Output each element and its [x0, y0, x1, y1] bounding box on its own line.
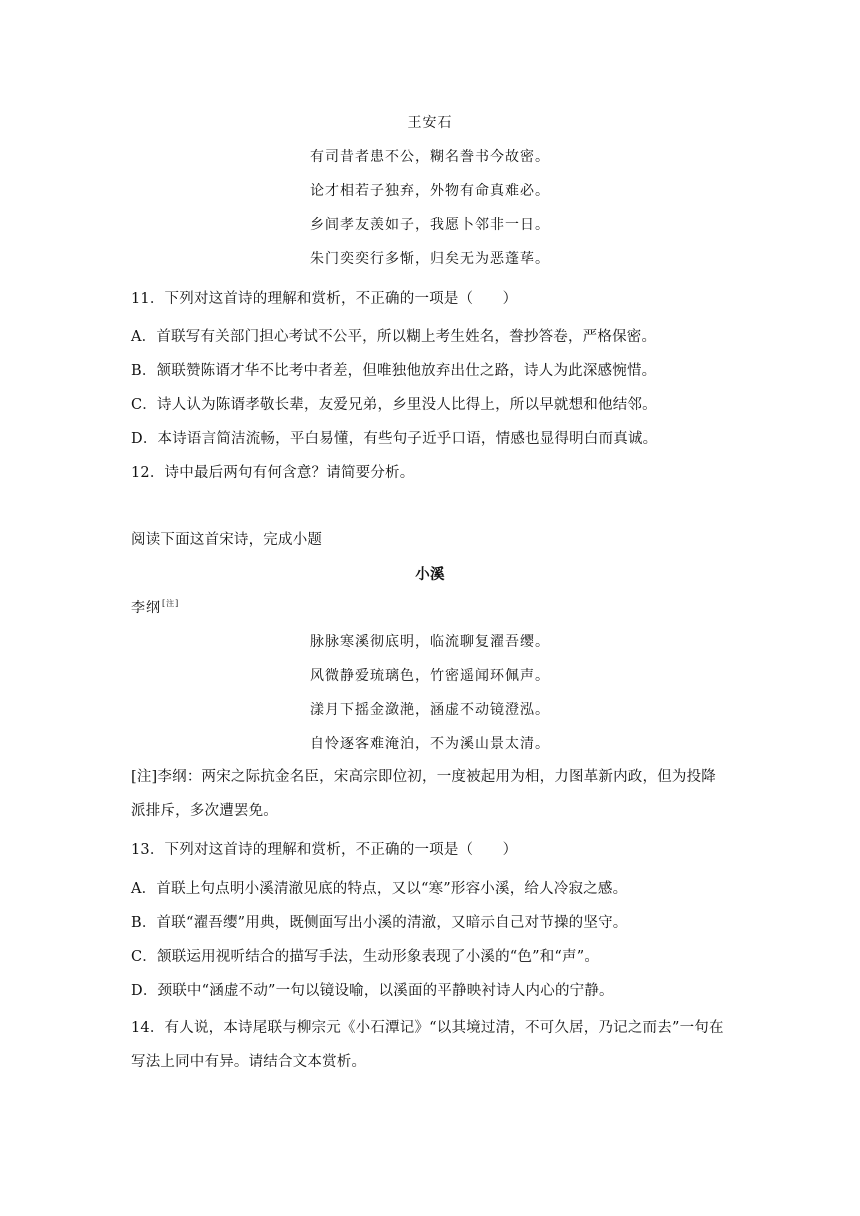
poem1-line-1: 有司昔者患不公，糊名誊书今故密。 — [310, 149, 550, 165]
q11-option-b: B．颔联赞陈谞才华不比考中者差，但唯独他放弃出仕之路，诗人为此深感惋惜。 — [131, 363, 657, 379]
poem1-line-4: 朱门奕奕行多惭，归矣无为恶蓬荜。 — [310, 251, 550, 267]
poem2-line-4: 自怜逐客难淹泊，不为溪山景太清。 — [310, 736, 550, 752]
q11-option-c: C．诗人认为陈谞孝敬长辈，友爱兄弟，乡里没人比得上，所以早就想和他结邻。 — [131, 397, 657, 413]
q11-option-d: D．本诗语言简洁流畅，平白易懂，有些句子近乎口语，情感也显得明白而真诚。 — [131, 431, 658, 447]
poem1-line-2: 论才相若子独弃，外物有命真难必。 — [310, 183, 550, 199]
q11-option-a: A．首联写有关部门担心考试不公平，所以糊上考生姓名，誊抄答卷，严格保密。 — [131, 329, 657, 345]
q14-line-1: 14．有人说，本诗尾联与柳宗元《小石潭记》“以其境过清，不可久居，乃记之而去”一句在 — [131, 1020, 724, 1036]
q11-stem: 11．下列对这首诗的理解和赏析，不正确的一项是（ ） — [131, 291, 518, 307]
poem2-author: 李纲 — [131, 600, 161, 616]
poem1-author: 王安石 — [407, 115, 453, 131]
poem2-author-note: [注] — [162, 599, 180, 609]
poem2-line-2: 风微静爱琉璃色，竹密遥闻环佩声。 — [310, 668, 550, 684]
poem2-note-line-1: [注]李纲：两宋之际抗金名臣，宋高宗即位初，一度被起用为相，力图革新内政，但为投降 — [131, 769, 717, 785]
poem2-line-3: 漾月下摇金潋滟，涵虚不动镜澄泓。 — [310, 702, 550, 718]
section-intro: 阅读下面这首宋诗，完成小题 — [131, 532, 323, 548]
q13-option-a: A．首联上句点明小溪清澈见底的特点，又以“寒”形容小溪，给人冷寂之感。 — [131, 881, 628, 897]
poem1-line-3: 乡闾孝友羡如子，我愿卜邻非一日。 — [310, 217, 550, 233]
poem2-line-1: 脉脉寒溪彻底明，临流聊复濯吾缨。 — [310, 634, 550, 650]
q12-stem: 12．诗中最后两句有何含意？请简要分析。 — [131, 465, 415, 481]
q14-line-2: 写法上同中有异。请结合文本赏析。 — [131, 1054, 367, 1070]
q13-stem: 13．下列对这首诗的理解和赏析，不正确的一项是（ ） — [131, 842, 518, 858]
poem2-title: 小溪 — [415, 566, 445, 583]
q13-option-b: B．首联“濯吾缨”用典，既侧面写出小溪的清澈，又暗示自己对节操的坚守。 — [131, 915, 628, 931]
q13-option-d: D．颈联中“涵虚不动”一句以镜设喻，以溪面的平静映衬诗人内心的宁静。 — [131, 983, 614, 999]
poem2-author-block — [131, 597, 179, 617]
poem2-note-line-2: 派排斥，多次遭罢免。 — [131, 803, 278, 819]
q13-option-c: C．颔联运用视听结合的描写手法，生动形象表现了小溪的“色”和“声”。 — [131, 949, 600, 965]
